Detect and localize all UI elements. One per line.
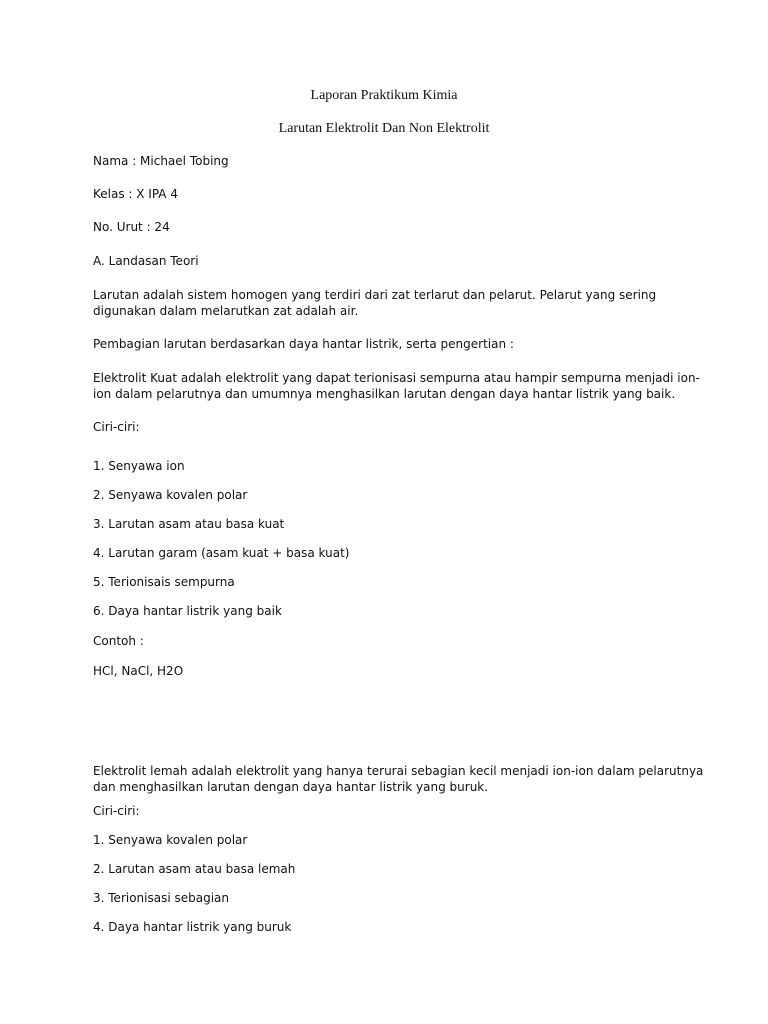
intro-line-2: digunakan dalam melarutkan zat adalah air. bbox=[93, 304, 359, 318]
weak-ciri-item: 2. Larutan asam atau basa lemah bbox=[93, 862, 296, 876]
weak-definition-line-1: Elektrolit lemah adalah elektrolit yang hanya terurai sebagian kecil menjadi ion-ion dalam pelarutnya bbox=[93, 764, 704, 778]
section-a-heading: A. Landasan Teori bbox=[93, 254, 199, 268]
division-heading: Pembagian larutan berdasarkan daya hantar listrik, serta pengertian : bbox=[93, 337, 514, 351]
info-nama: Nama : Michael Tobing bbox=[93, 154, 229, 168]
weak-ciri-item: 4. Daya hantar listrik yang buruk bbox=[93, 920, 292, 934]
strong-ciri-item: 6. Daya hantar listrik yang baik bbox=[93, 604, 282, 618]
strong-contoh-label: Contoh : bbox=[93, 634, 144, 648]
strong-ciri-label: Ciri-ciri: bbox=[93, 420, 140, 434]
intro-line-1: Larutan adalah sistem homogen yang terdiri dari zat terlarut dan pelarut. Pelarut yang sering bbox=[93, 288, 657, 302]
strong-definition-line-2: ion dalam pelarutnya dan umumnya menghasilkan larutan dengan daya hantar listrik yang baik. bbox=[93, 387, 676, 401]
weak-definition-line-2: dan menghasilkan larutan dengan daya hantar listrik yang buruk. bbox=[93, 780, 489, 794]
strong-ciri-item: 3. Larutan asam atau basa kuat bbox=[93, 517, 285, 531]
document-subtitle: Larutan Elektrolit Dan Non Elektrolit bbox=[278, 121, 490, 136]
weak-ciri-item: 3. Terionisasi sebagian bbox=[93, 891, 230, 905]
strong-definition-line-1: Elektrolit Kuat adalah elektrolit yang dapat terionisasi sempurna atau hampir sempurna menjadi ion- bbox=[93, 371, 700, 385]
strong-ciri-item: 1. Senyawa ion bbox=[93, 459, 185, 473]
weak-ciri-item: 1. Senyawa kovalen polar bbox=[93, 833, 248, 847]
strong-ciri-item: 2. Senyawa kovalen polar bbox=[93, 488, 248, 502]
strong-contoh-value: HCl, NaCl, H2O bbox=[93, 664, 184, 678]
info-no-urut: No. Urut : 24 bbox=[93, 220, 170, 234]
document-title: Laporan Praktikum Kimia bbox=[310, 88, 458, 103]
strong-ciri-item: 4. Larutan garam (asam kuat + basa kuat) bbox=[93, 546, 350, 560]
info-kelas: Kelas : X IPA 4 bbox=[93, 187, 178, 201]
strong-ciri-item: 5. Terionisais sempurna bbox=[93, 575, 235, 589]
weak-ciri-label: Ciri-ciri: bbox=[93, 804, 140, 818]
